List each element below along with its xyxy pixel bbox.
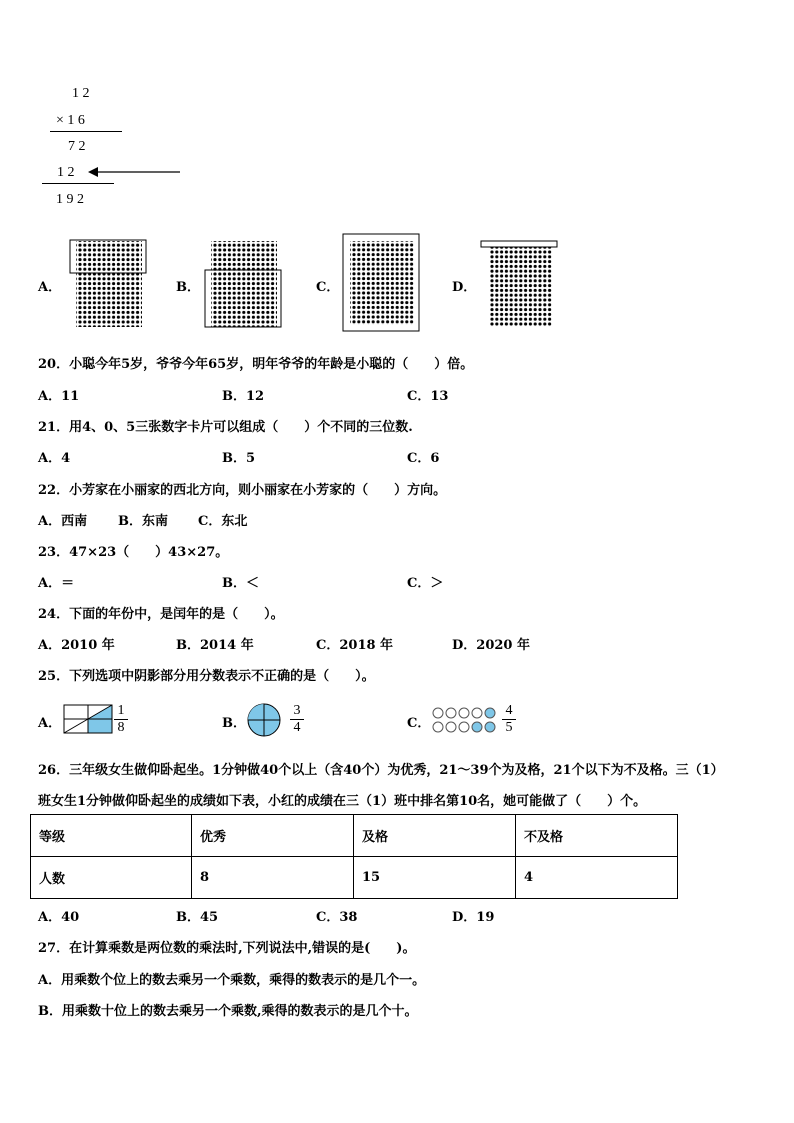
q25-fraction-a-num: 1 <box>114 703 128 720</box>
q26-option-b: B．45 <box>176 910 219 925</box>
q26-option-a: A．40 <box>38 910 80 925</box>
q26-option-d: D．19 <box>452 910 495 925</box>
table-header-cell: 等级 <box>31 815 192 857</box>
q23-option-c: C．＞ <box>407 576 444 591</box>
q22-option-c: C．东北 <box>198 514 248 529</box>
q19-figure-c <box>342 233 422 333</box>
q19-option-d-label: D． <box>452 280 477 295</box>
q22-question: 22．小芳家在小丽家的西北方向，则小丽家在小芳家的（ ）方向。 <box>38 483 447 498</box>
calc-row-3: 7 2 <box>68 139 86 154</box>
q25-option-a-label: A． <box>38 716 62 731</box>
q19-figure-d <box>480 240 560 330</box>
q24-question: 24．下面的年份中，是闰年的是（ ）。 <box>38 607 284 622</box>
q25-figure-c <box>431 706 499 734</box>
q25-fraction-b-num: 3 <box>290 703 304 720</box>
q25-fraction-c <box>502 703 516 736</box>
calc-divider-2 <box>42 183 114 184</box>
q19-figure-b <box>203 238 285 330</box>
q27-option-b: B．用乘数十位上的数去乘另一个乘数,乘得的数表示的是几个十。 <box>38 1004 418 1019</box>
q20-question: 20．小聪今年5岁，爷爷今年65岁，明年爷爷的年龄是小聪的（ ）倍。 <box>38 357 474 372</box>
table-cell: 15 <box>354 857 516 899</box>
q21-question: 21．用4、0、5三张数字卡片可以组成（ ）个不同的三位数. <box>38 420 413 435</box>
q25-fraction-b <box>290 703 304 736</box>
q21-option-c: C．6 <box>407 451 440 466</box>
q20-option-a: A．11 <box>38 389 80 404</box>
table-cell: 4 <box>516 857 678 899</box>
q25-option-b-label: B． <box>222 716 246 731</box>
q27-option-a: A．用乘数个位上的数去乘另一个乘数，乘得的数表示的是几个一。 <box>38 973 426 988</box>
table-header-cell: 及格 <box>354 815 516 857</box>
calc-row-4: 1 2 <box>57 165 75 180</box>
q19-option-c-label: C． <box>316 280 340 295</box>
q19-figure-a <box>68 238 150 330</box>
q25-figure-a <box>63 704 113 734</box>
q25-fraction-b-den: 4 <box>293 720 301 735</box>
table-row <box>31 815 678 857</box>
q21-option-a: A．4 <box>38 451 71 466</box>
q24-option-a: A．2010 年 <box>38 638 115 653</box>
table-cell: 人数 <box>31 857 192 899</box>
table-header-cell: 不及格 <box>516 815 678 857</box>
calc-row-5: 1 9 2 <box>56 192 84 207</box>
q24-option-d: D．2020 年 <box>452 638 530 653</box>
q26-table <box>30 814 678 899</box>
q23-question: 23．47×23（ ）43×27。 <box>38 545 229 560</box>
q25-fraction-a <box>114 703 128 736</box>
q24-option-c: C．2018 年 <box>316 638 394 653</box>
q26-option-c: C．38 <box>316 910 358 925</box>
q22-option-b: B．东南 <box>118 514 168 529</box>
q22-option-a: A．西南 <box>38 514 88 529</box>
calc-row-1: 1 2 <box>72 86 90 101</box>
table-cell: 8 <box>192 857 354 899</box>
q19-option-b-label: B． <box>176 280 200 295</box>
q19-option-a-label: A． <box>38 280 62 295</box>
q23-option-b: B．＜ <box>222 576 259 591</box>
q25-fraction-c-den: 5 <box>505 720 513 735</box>
q24-option-b: B．2014 年 <box>176 638 254 653</box>
q27-question: 27．在计算乘数是两位数的乘法时,下列说法中,错误的是( )。 <box>38 941 416 956</box>
table-header-cell: 优秀 <box>192 815 354 857</box>
q25-option-c-label: C． <box>407 716 431 731</box>
calc-divider-1 <box>50 131 122 132</box>
q26-line-1: 26．三年级女生做仰卧起坐。1分钟做40个以上（含40个）为优秀，21～39个为及格，21个以下为不及格。三（1） <box>38 763 724 778</box>
arrow-left-icon <box>88 165 184 179</box>
q25-question: 25．下列选项中阴影部分用分数表示不正确的是（ ）。 <box>38 669 375 684</box>
q23-option-a: A．＝ <box>38 576 75 591</box>
q25-figure-b <box>247 703 281 737</box>
q21-option-b: B．5 <box>222 451 256 466</box>
table-row <box>31 857 678 899</box>
q20-option-b: B．12 <box>222 389 265 404</box>
q25-fraction-c-num: 4 <box>502 703 516 720</box>
q26-line-2: 班女生1分钟做仰卧起坐的成绩如下表，小红的成绩在三（1）班中排名第10名，她可能做了（ ）个。 <box>38 794 647 809</box>
q20-option-c: C．13 <box>407 389 449 404</box>
calc-row-2: × 1 6 <box>56 113 85 128</box>
q25-fraction-a-den: 8 <box>117 720 125 735</box>
